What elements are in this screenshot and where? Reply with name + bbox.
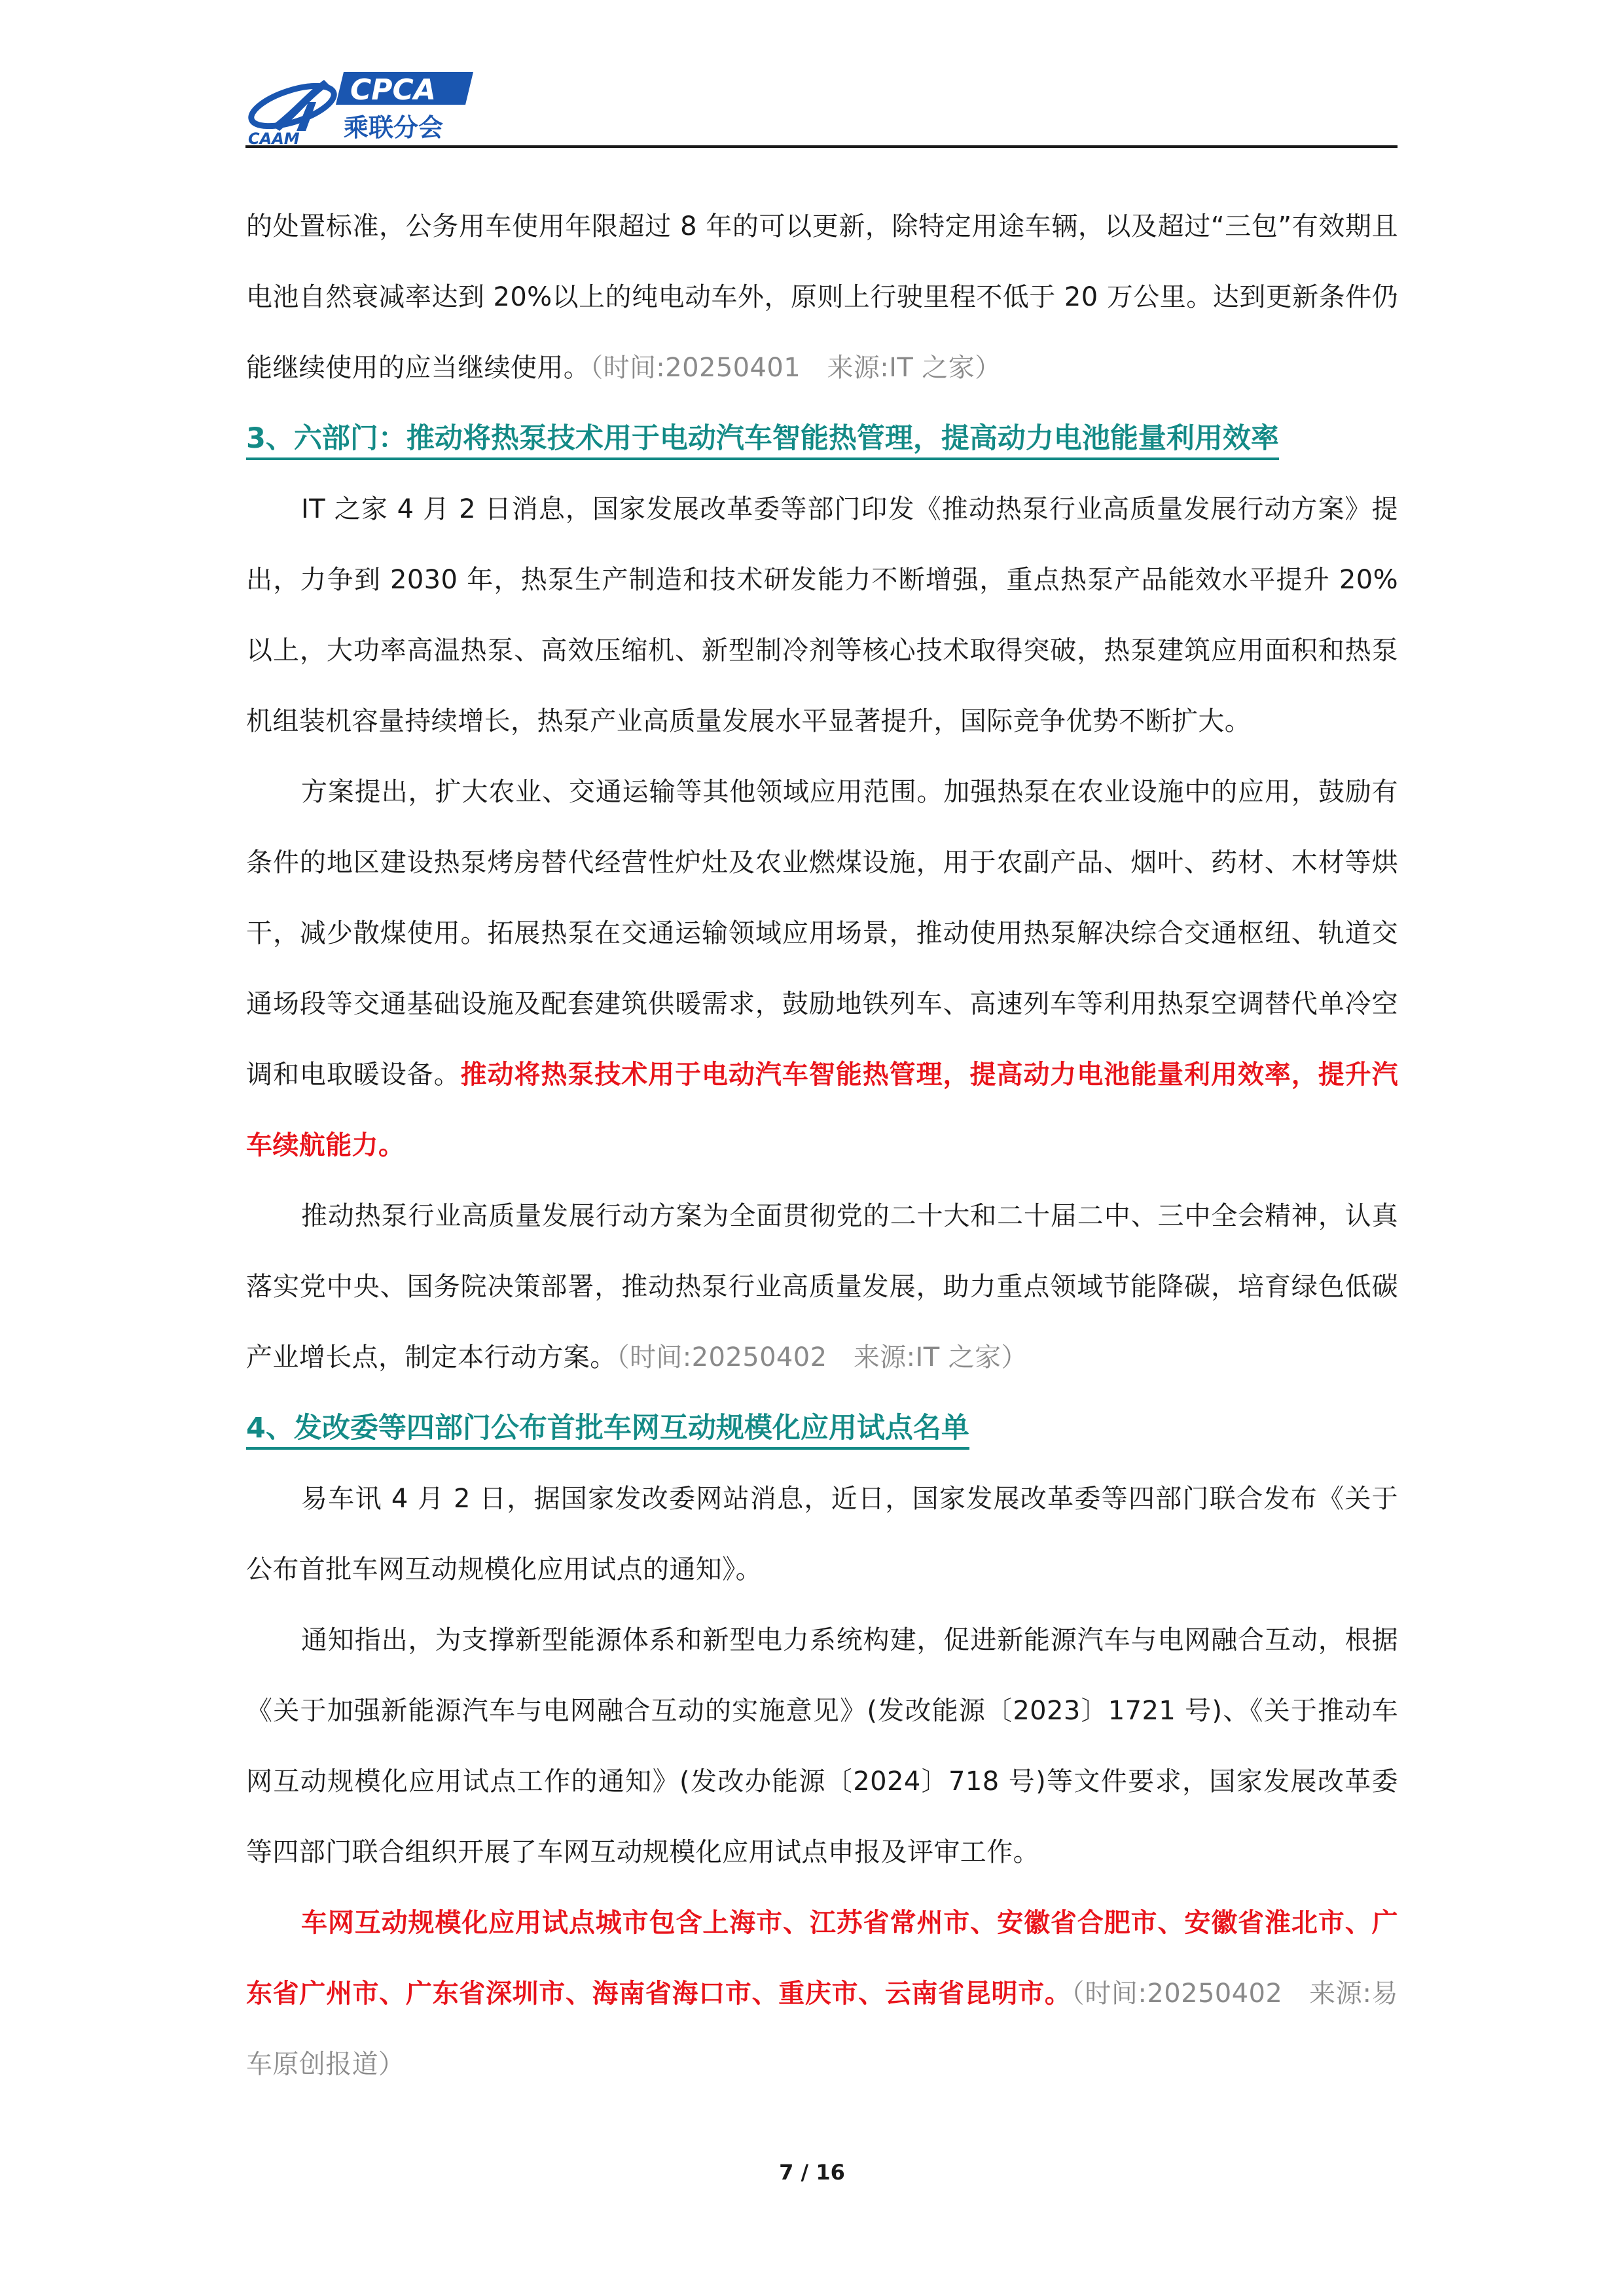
logo-mark-text: CAAM	[248, 130, 300, 145]
body-paragraph	[246, 1888, 1398, 2100]
section-heading-text: 4、发改委等四部门公布首批车网互动规模化应用试点名单	[246, 1412, 969, 1450]
highlight-text: 车网互动规模化应用试点城市包含上海市、江苏省常州市、安徽省合肥市、安徽省淮北市、广东省广州市、广东省深圳市、海南省海口市、重庆市、云南省昆明市。	[246, 1908, 1398, 2009]
cpca-logo	[245, 65, 481, 145]
paragraph-text: IT 之家 4 月 2 日消息，国家发展改革委等部门印发《推动热泵行业高质量发展行动方案》提出，力争到 2030 年，热泵生产制造和技术研发能力不断增强，重点热泵产品能效水平提升 20%以上，大功率高温热泵、高效压缩机、新型制冷剂等核心技术取得突破，热泵建筑应用面积和热泵机组装机容量持续增长，热泵产业高质量发展水平显著提升，国际竞争优势不断扩大。	[246, 494, 1398, 736]
body-paragraph	[246, 1181, 1398, 1393]
body-paragraph	[246, 191, 1398, 403]
body-paragraph	[246, 1463, 1398, 1605]
section-heading	[246, 403, 1398, 474]
paragraph-text: 易车讯 4 月 2 日，据国家发改委网站消息，近日，国家发展改革委等四部门联合发布《关于公布首批车网互动规模化应用试点的通知》。	[246, 1484, 1398, 1585]
section-heading	[246, 1393, 1398, 1463]
paragraph-text: 的处置标准，公务用车使用年限超过 8 年的可以更新，除特定用途车辆，以及超过“三包”有效期且电池自然衰减率达到 20%以上的纯电动车外，原则上行驶里程不低于 20 万公里。达到更新条件仍能继续使用的应当继续使用。	[246, 211, 1398, 383]
source-note: （时间:20250402 来源:易车原创报道）	[246, 1979, 1398, 2079]
logo-sub-text: 乘联分会	[344, 113, 444, 142]
body-paragraph	[246, 1605, 1398, 1888]
paragraph-text: 推动热泵行业高质量发展行动方案为全面贯彻党的二十大和二十届二中、三中全会精神，认真落实党中央、国务院决策部署，推动热泵行业高质量发展，助力重点领域节能降碳，培育绿色低碳产业增长点，制定本行动方案。	[246, 1201, 1398, 1372]
section-heading-text: 3、六部门：推动将热泵技术用于电动汽车智能热管理，提高动力电池能量利用效率	[246, 422, 1279, 460]
source-note: （时间:20250401 来源:IT 之家）	[590, 353, 1001, 383]
body-paragraph	[246, 474, 1398, 757]
page-body	[246, 191, 1398, 2100]
body-paragraph	[246, 757, 1398, 1181]
logo-brand-text: CPCA	[350, 73, 436, 107]
source-note: （时间:20250402 来源:IT 之家）	[616, 1342, 1028, 1372]
paragraph-text: 方案提出，扩大农业、交通运输等其他领域应用范围。加强热泵在农业设施中的应用，鼓励有条件的地区建设热泵烤房替代经营性炉灶及农业燃煤设施，用于农副产品、烟叶、药材、木材等烘干，减少散煤使用。拓展热泵在交通运输领域应用场景，推动使用热泵解决综合交通枢纽、轨道交通场段等交通基础设施及配套建筑供暖需求，鼓励地铁列车、高速列车等利用热泵空调替代单冷空调和电取暖设备。	[246, 777, 1398, 1090]
header-rule	[245, 145, 1398, 148]
paragraph-text: 通知指出，为支撑新型能源体系和新型电力系统构建，促进新能源汽车与电网融合互动，根据《关于加强新能源汽车与电网融合互动的实施意见》(发改能源〔2023〕1721 号)、《关于推动车网互动规模化应用试点工作的通知》(发改办能源〔2024〕718 号)等文件要求，国家发展改革委等四部门联合组织开展了车网互动规模化应用试点申报及评审工作。	[246, 1625, 1398, 1867]
page-number: 7 / 16	[779, 2160, 845, 2185]
page-header	[245, 65, 1398, 149]
highlight-text: 推动将热泵技术用于电动汽车智能热管理，提高动力电池能量利用效率，提升汽车续航能力。	[246, 1060, 1399, 1160]
